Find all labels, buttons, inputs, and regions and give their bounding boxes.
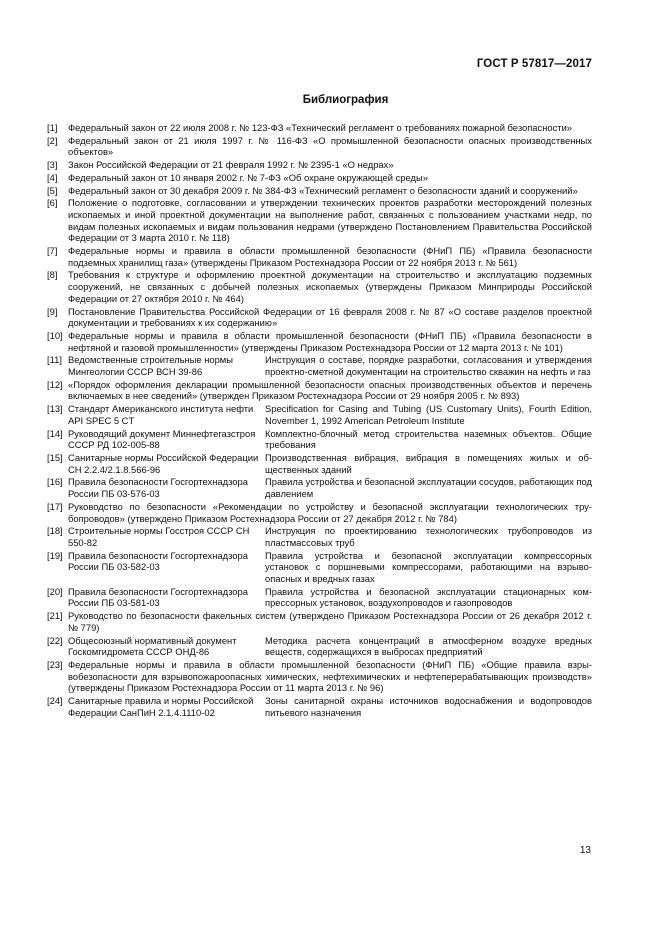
reference-source: Правила безопасности Госгортехнадзора России ПБ 03-581-03 xyxy=(68,585,248,609)
reference-item xyxy=(47,135,592,158)
reference-title: Правила устройства и безопасной эксплуатации сосудов, работающих под давлением xyxy=(265,476,592,500)
bibliography-list xyxy=(47,122,592,719)
reference-body xyxy=(68,452,592,475)
reference-text: «Порядок оформления декларации промышленной безопасности опасных производственных объектов и перечень включаемых в нее сведений» (утвержден Приказом Ростехнадзора России от 29 ноября 2005 г. № 893) xyxy=(68,378,592,402)
reference-source: Строительные нормы Госстроя СССР СН 550-82 xyxy=(68,525,250,548)
reference-item xyxy=(47,379,592,402)
reference-body xyxy=(68,695,592,718)
reference-number: [15] xyxy=(47,451,63,463)
reference-item xyxy=(47,635,592,658)
reference-number: [14] xyxy=(47,427,63,439)
reference-item xyxy=(47,185,592,197)
reference-source: Ведомственные строительные нормы Мингеологии СССР ВСН 39-86 xyxy=(68,354,233,378)
reference-number: [7] xyxy=(47,245,58,257)
reference-body xyxy=(68,476,592,499)
reference-number: [22] xyxy=(47,634,63,646)
reference-number: [18] xyxy=(47,525,63,537)
reference-item xyxy=(47,452,592,475)
reference-title: Методика расчета концентраций в атмосферном воздухе вредных веществ, содержащихся в выбросах предприятий xyxy=(265,634,592,658)
reference-number: [12] xyxy=(47,378,63,390)
reference-item xyxy=(47,695,592,718)
reference-body xyxy=(68,403,592,426)
reference-body xyxy=(68,354,592,377)
reference-item xyxy=(47,586,592,609)
reference-source: Правила безопасности Госгортехнадзора России ПБ 03-582-03 xyxy=(68,549,248,573)
reference-title: Инструкция о составе, порядке разработки, согласования и утверждения проектно-сметной документации на строительство скважин на нефть и газ xyxy=(265,354,592,378)
reference-number: [20] xyxy=(47,585,63,597)
reference-title: Зоны санитарной охраны источников водоснабжения и водопроводов питьевого назначения xyxy=(265,695,592,718)
reference-item xyxy=(47,403,592,426)
reference-title: Производственная вибрация, вибрация в помещениях жилых и общественных зданий xyxy=(265,451,592,475)
reference-item xyxy=(47,245,592,268)
reference-item xyxy=(47,525,592,548)
reference-item xyxy=(47,550,592,585)
reference-title: Specification for Casing and Tubing (US Customary Units), Fourth Edition, November 1, 1992 American Petroleum Institute xyxy=(265,403,592,426)
reference-number: [8] xyxy=(47,269,58,281)
page-number: 13 xyxy=(579,845,591,856)
reference-source: Санитарные нормы Российской Федерации СН 2.2.4/2.1.8.566-96 xyxy=(68,451,259,475)
reference-number: [9] xyxy=(47,305,58,317)
reference-text: Федеральный закон от 22 июля 2008 г. № 123-ФЗ «Технический регламент о требованиях пожарной безопасности» xyxy=(68,122,573,133)
reference-title: Инструкция по проектированию технологических трубопроводов из пластмассовых труб xyxy=(265,525,592,548)
reference-body xyxy=(68,586,592,609)
reference-number: [21] xyxy=(47,610,63,622)
reference-text: Федеральный закон от 10 января 2002 г. № 7-ФЗ «Об охране окружающей среды» xyxy=(68,171,428,183)
reference-text: Положение о подготовке, согласовании и утверждении технических проектов разработки месторождений полезных ископаемых и иной проектной документации на выполнение работ, связанных с пользованием участками недр, по видам полезных ископаемых и видам пользования недрами (утверждено Постановлением Правительства Российской Федерации от 3 марта 2010 г. № 118) xyxy=(68,197,592,244)
reference-item xyxy=(47,659,592,694)
reference-number: [17] xyxy=(47,500,63,512)
reference-text: Федеральные нормы и правила в области промышленной безопасности (ФНиП ПБ) «Общие правила взрывобезопасности для взрывопожароопасных химических, нефтехимических и нефтеперерабатывающих производств» (утверждены Приказом Ростехнадзора России от 11 марта 2013 г. № 96) xyxy=(68,658,592,694)
reference-text: Федеральные нормы и правила в области промышленной безопасности (ФНиП ПБ) «Правила безопасности в нефтяной и газовой промышленности» (утверждены Приказом Ростехнадзора России от 12 марта 2013 г. № 101) xyxy=(68,329,592,353)
reference-source: Общесоюзный нормативный документ Госкомгидромета СССР ОНД-86 xyxy=(68,634,237,658)
reference-item xyxy=(47,172,592,184)
reference-text: Федеральный закон от 30 декабря 2009 г. № 384-ФЗ «Технический регламент о безопасности зданий и сооружений» xyxy=(68,184,578,196)
reference-number: [4] xyxy=(47,171,58,183)
reference-text: Руководство по безопасности «Рекомендации по устройству и безопасной эксплуатации технологических трубопроводов» (утверждено Приказом Ростехнадзора России от 27 декабря 2012 г. № 784) xyxy=(68,500,592,524)
reference-item xyxy=(47,610,592,633)
reference-item xyxy=(47,354,592,377)
reference-number: [5] xyxy=(47,184,58,196)
reference-number: [3] xyxy=(47,159,58,171)
reference-number: [16] xyxy=(47,476,63,488)
reference-text: Постановление Правительства Российской Федерации от 16 февраля 2008 г. № 87 «О составе разделов проектной документации и требованиях к их содержанию» xyxy=(68,305,592,329)
reference-source: Санитарные правила и нормы Российской Федерации СанПиН 2.1.4.1110-02 xyxy=(68,695,254,718)
reference-number: [19] xyxy=(47,549,63,561)
reference-title: Комплектно-блочный метод строительства наземных объектов. Общие требования xyxy=(265,427,592,451)
reference-text: Федеральный закон от 21 июля 1997 г. № 116-ФЗ «О промышленной безопасности опасных производственных объектов» xyxy=(68,134,592,158)
reference-item xyxy=(47,306,592,329)
reference-text: Закон Российской Федерации от 21 февраля 1992 г. № 2395-1 «О недрах» xyxy=(68,159,394,171)
reference-item xyxy=(47,122,592,134)
reference-number: [10] xyxy=(47,329,63,341)
reference-title: Правила устройства и безопасной эксплуатации стационарных компрессорных установок, воздухопроводов и газопроводов xyxy=(265,585,592,609)
reference-item xyxy=(47,428,592,451)
reference-source: Руководящий документ Миннефтегазстроя СССР РД 102-005-88 xyxy=(68,427,256,451)
reference-item xyxy=(47,159,592,171)
reference-item xyxy=(47,501,592,524)
reference-number: [6] xyxy=(47,197,58,209)
reference-number: [1] xyxy=(47,122,58,133)
reference-text: Требования к структуре и оформлению проектной документации на строительство и эксплуатацию подземных сооружений, не связанных с добычей полезных ископаемых (утверждены Приказом Минприроды Российской Федерации от 27 октября 2010 г. № 464) xyxy=(68,269,592,304)
reference-number: [2] xyxy=(47,134,58,146)
reference-body xyxy=(68,428,592,451)
reference-number: [13] xyxy=(47,403,63,415)
reference-title: Правила устройства и безопасной эксплуатации компрессорных установок с поршневыми компрессорами, работающими на взрывоопасных и вредных газах xyxy=(265,549,592,585)
reference-item xyxy=(47,197,592,244)
page-title: Библиография xyxy=(302,94,389,106)
reference-item xyxy=(47,269,592,304)
document-code: ГОСТ Р 57817—2017 xyxy=(476,58,592,70)
reference-body xyxy=(68,635,592,658)
reference-item xyxy=(47,330,592,353)
reference-text: Федеральные нормы и правила в области промышленной безопасности (ФНиП ПБ) «Правила безопасности подземных хранилищ газа» (утверждены Приказом Ростехнадзора России от 22 ноября 2013 г. № 561) xyxy=(68,245,592,268)
reference-number: [23] xyxy=(47,658,63,670)
reference-body xyxy=(68,550,592,585)
reference-item xyxy=(47,476,592,499)
reference-number: [11] xyxy=(47,354,62,366)
reference-body xyxy=(68,525,592,548)
reference-text: Руководство по безопасности факельных систем (утверждено Приказом Ростехнадзора России от 26 декабря 2012 г. № 779) xyxy=(68,610,592,633)
reference-source: Правила безопасности Госгортехнадзора России ПБ 03-576-03 xyxy=(68,476,248,500)
reference-number: [24] xyxy=(47,695,63,707)
reference-source: Стандарт Американского института нефти API SPEC 5 CT xyxy=(68,403,254,426)
